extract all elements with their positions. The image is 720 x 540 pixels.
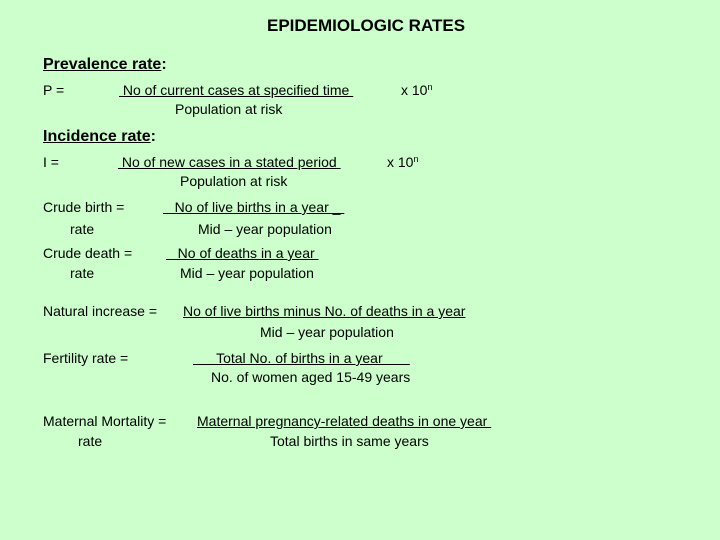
prevalence-symbol: P = bbox=[43, 82, 65, 98]
maternal-mortality-numerator: Maternal pregnancy-related deaths in one year bbox=[197, 413, 492, 429]
prevalence-heading-text: Prevalence rate bbox=[43, 56, 162, 73]
crude-death-numerator: No of deaths in a year bbox=[166, 245, 319, 261]
incidence-exponent: n bbox=[413, 154, 419, 164]
prevalence-heading bbox=[43, 55, 167, 74]
crude-birth-denominator: Mid – year population bbox=[198, 221, 332, 237]
crude-death-label: Crude death = bbox=[43, 245, 133, 261]
crude-death-label-rate: rate bbox=[70, 265, 95, 281]
incidence-heading-colon: : bbox=[150, 128, 156, 145]
fertility-label: Fertility rate = bbox=[43, 350, 129, 366]
incidence-multiplier-base: x 10 bbox=[387, 154, 414, 170]
natural-increase-denominator: Mid – year population bbox=[260, 324, 394, 340]
maternal-mortality-label-rate: rate bbox=[78, 433, 103, 449]
natural-increase-label: Natural increase = bbox=[43, 303, 158, 319]
natural-increase-numerator: No of live births minus No. of deaths in a year bbox=[183, 303, 466, 319]
incidence-denominator: Population at risk bbox=[180, 173, 288, 189]
incidence-multiplier bbox=[387, 154, 418, 170]
incidence-heading-text: Incidence rate bbox=[43, 128, 151, 145]
crude-birth-label: Crude birth = bbox=[43, 199, 125, 215]
prevalence-multiplier-base: x 10 bbox=[401, 82, 428, 98]
fertility-numerator: Total No. of births in a year bbox=[193, 350, 410, 366]
fertility-denominator: No. of women aged 15-49 years bbox=[211, 369, 411, 385]
prevalence-numerator: No of current cases at specified time bbox=[119, 82, 354, 98]
prevalence-exponent: n bbox=[427, 82, 433, 92]
crude-birth-numerator: No of live births in a year _ bbox=[163, 199, 345, 215]
incidence-symbol: I = bbox=[43, 154, 59, 170]
incidence-heading bbox=[43, 127, 156, 146]
maternal-mortality-denominator: Total births in same years bbox=[270, 433, 429, 449]
prevalence-denominator: Population at risk bbox=[175, 101, 283, 117]
crude-birth-label-rate: rate bbox=[70, 221, 95, 237]
maternal-mortality-label: Maternal Mortality = bbox=[43, 413, 167, 429]
prevalence-multiplier bbox=[401, 82, 432, 98]
prevalence-heading-colon: : bbox=[161, 56, 167, 73]
incidence-numerator: No of new cases in a stated period bbox=[118, 154, 341, 170]
page-title: EPIDEMIOLOGIC RATES bbox=[267, 16, 466, 35]
crude-death-denominator: Mid – year population bbox=[180, 265, 314, 281]
